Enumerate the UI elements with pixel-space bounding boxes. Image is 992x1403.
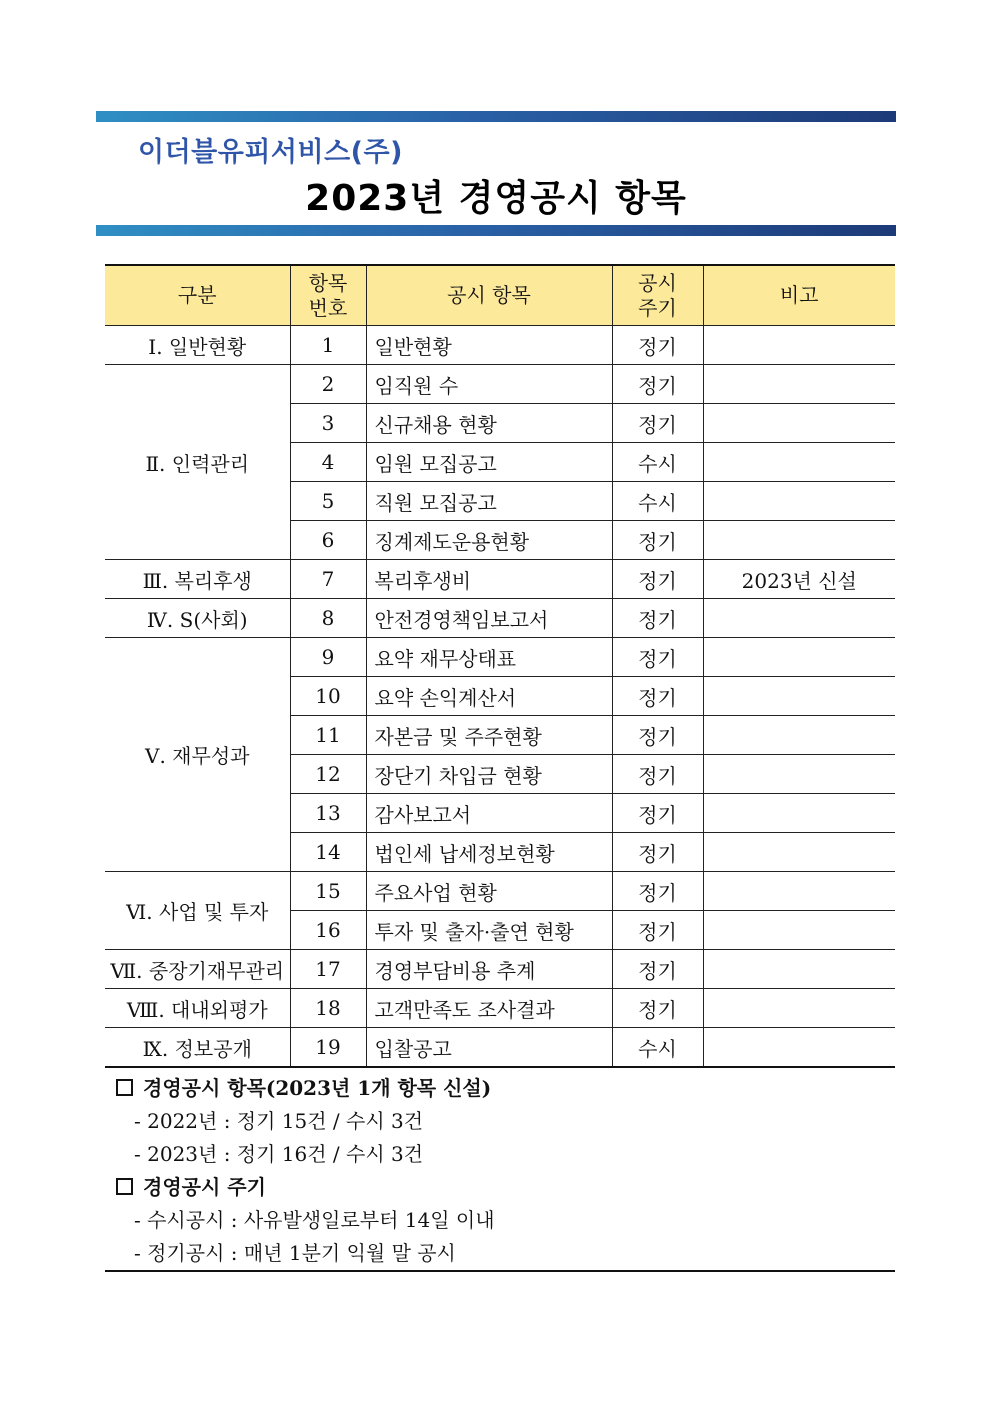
cycle-cell: 정기: [612, 599, 703, 638]
item-cell: 장단기 차입금 현황: [366, 755, 612, 794]
cycle-cell: 정기: [612, 911, 703, 950]
remark-cell: [703, 677, 895, 716]
notes-heading-items: 경영공시 항목(2023년 1개 항목 신설): [116, 1072, 896, 1105]
header-bar-bottom: [96, 225, 896, 236]
item-cell: 직원 모집공고: [366, 482, 612, 521]
table-row: [105, 560, 895, 599]
number-cell: 1: [290, 326, 366, 365]
item-cell: 감사보고서: [366, 794, 612, 833]
notes-section: [116, 1072, 896, 1270]
remark-cell: [703, 365, 895, 404]
item-cell: 요약 손익계산서: [366, 677, 612, 716]
item-cell: 일반현황: [366, 326, 612, 365]
category-cell: Ⅷ. 대내외평가: [105, 989, 290, 1028]
number-cell: 5: [290, 482, 366, 521]
remark-cell: [703, 1028, 895, 1068]
number-cell: 7: [290, 560, 366, 599]
header-category: 구분: [105, 265, 290, 326]
number-cell: 6: [290, 521, 366, 560]
number-cell: 4: [290, 443, 366, 482]
item-cell: 요약 재무상태표: [366, 638, 612, 677]
notes-line: - 정기공시 : 매년 1분기 익월 말 공시: [134, 1241, 456, 1265]
bottom-rule: [105, 1270, 895, 1272]
number-cell: 14: [290, 833, 366, 872]
item-cell: 자본금 및 주주현황: [366, 716, 612, 755]
cycle-cell: 정기: [612, 989, 703, 1028]
item-cell: 법인세 납세정보현황: [366, 833, 612, 872]
number-cell: 12: [290, 755, 366, 794]
table-row: [105, 599, 895, 638]
remark-cell: [703, 989, 895, 1028]
number-cell: 15: [290, 872, 366, 911]
cycle-cell: 정기: [612, 833, 703, 872]
table-header-row: [105, 265, 895, 326]
item-cell: 입찰공고: [366, 1028, 612, 1068]
remark-cell: [703, 833, 895, 872]
number-cell: 11: [290, 716, 366, 755]
number-cell: 13: [290, 794, 366, 833]
number-cell: 18: [290, 989, 366, 1028]
number-cell: 8: [290, 599, 366, 638]
remark-cell: [703, 521, 895, 560]
remark-cell: [703, 911, 895, 950]
item-cell: 임원 모집공고: [366, 443, 612, 482]
header-bar-top: [96, 111, 896, 122]
remark-cell: [703, 404, 895, 443]
category-cell: Ⅲ. 복리후생: [105, 560, 290, 599]
checkbox-square-icon: [116, 1178, 133, 1195]
table-row: [105, 872, 895, 911]
cycle-cell: 정기: [612, 794, 703, 833]
table-row: [105, 1028, 895, 1068]
category-cell: Ⅳ. S(사회): [105, 599, 290, 638]
cycle-cell: 정기: [612, 404, 703, 443]
item-cell: 경영부담비용 추계: [366, 950, 612, 989]
item-cell: 투자 및 출자·출연 현황: [366, 911, 612, 950]
number-cell: 10: [290, 677, 366, 716]
category-cell: Ⅶ. 중장기재무관리: [105, 950, 290, 989]
item-cell: 주요사업 현황: [366, 872, 612, 911]
header-number: 항목 번호: [290, 265, 366, 326]
category-cell: Ⅰ. 일반현황: [105, 326, 290, 365]
item-cell: 고객만족도 조사결과: [366, 989, 612, 1028]
company-name: 이더블유피서비스(주): [138, 137, 403, 168]
table-row: [105, 365, 895, 404]
checkbox-square-icon: [116, 1079, 133, 1096]
cycle-cell: 정기: [612, 521, 703, 560]
cycle-cell: 수시: [612, 482, 703, 521]
remark-cell: [703, 755, 895, 794]
table-row: [105, 989, 895, 1028]
notes-line: - 2022년 : 정기 15건 / 수시 3건: [134, 1109, 424, 1133]
remark-cell: [703, 716, 895, 755]
remark-cell: [703, 794, 895, 833]
cycle-cell: 정기: [612, 950, 703, 989]
header-remark: 비고: [703, 265, 895, 326]
cycle-cell: 정기: [612, 716, 703, 755]
table-row: [105, 950, 895, 989]
notes-line: - 2023년 : 정기 16건 / 수시 3건: [134, 1142, 424, 1166]
cycle-cell: 정기: [612, 560, 703, 599]
remark-cell: [703, 638, 895, 677]
remark-cell: [703, 950, 895, 989]
page-title: 2023년 경영공시 항목: [305, 178, 687, 219]
cycle-cell: 정기: [612, 638, 703, 677]
header-item: 공시 항목: [366, 265, 612, 326]
remark-cell: [703, 872, 895, 911]
cycle-cell: 수시: [612, 443, 703, 482]
table-row: [105, 326, 895, 365]
notes-line: - 수시공시 : 사유발생일로부터 14일 이내: [134, 1208, 495, 1232]
remark-cell: [703, 326, 895, 365]
item-cell: 복리후생비: [366, 560, 612, 599]
cycle-cell: 정기: [612, 677, 703, 716]
category-cell: Ⅸ. 정보공개: [105, 1028, 290, 1068]
table-row: [105, 638, 895, 677]
number-cell: 2: [290, 365, 366, 404]
cycle-cell: 정기: [612, 326, 703, 365]
number-cell: 16: [290, 911, 366, 950]
number-cell: 9: [290, 638, 366, 677]
cycle-cell: 수시: [612, 1028, 703, 1068]
cycle-cell: 정기: [612, 755, 703, 794]
notes-heading-cycle: 경영공시 주기: [116, 1171, 896, 1204]
remark-cell: 2023년 신설: [703, 560, 895, 599]
disclosure-table: [105, 264, 895, 1068]
item-cell: 신규채용 현황: [366, 404, 612, 443]
number-cell: 3: [290, 404, 366, 443]
item-cell: 안전경영책임보고서: [366, 599, 612, 638]
category-cell: Ⅱ. 인력관리: [105, 365, 290, 560]
cycle-cell: 정기: [612, 365, 703, 404]
number-cell: 17: [290, 950, 366, 989]
header-cycle: 공시 주기: [612, 265, 703, 326]
remark-cell: [703, 443, 895, 482]
remark-cell: [703, 599, 895, 638]
remark-cell: [703, 482, 895, 521]
number-cell: 19: [290, 1028, 366, 1068]
category-cell: Ⅵ. 사업 및 투자: [105, 872, 290, 950]
cycle-cell: 정기: [612, 872, 703, 911]
item-cell: 임직원 수: [366, 365, 612, 404]
item-cell: 징계제도운용현황: [366, 521, 612, 560]
category-cell: Ⅴ. 재무성과: [105, 638, 290, 872]
